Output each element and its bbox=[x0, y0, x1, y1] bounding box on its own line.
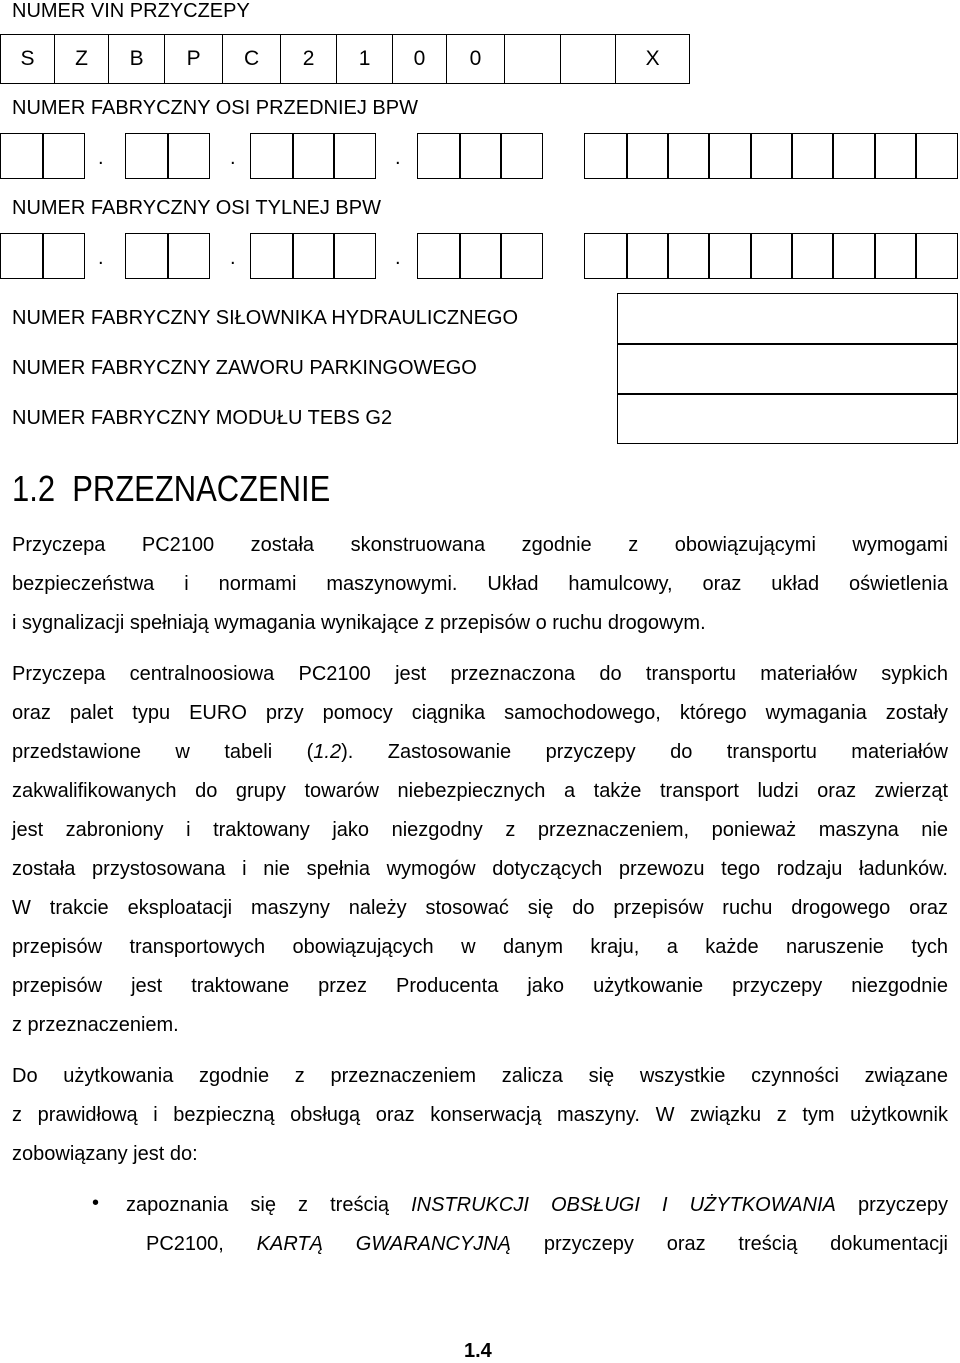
vin-char[interactable]: Z bbox=[55, 35, 109, 84]
bullet-item bbox=[126, 1186, 948, 1264]
text-line: Przyczepa centralnoosiowa PC2100 jest przeznaczona do transportu materiałów sypkich bbox=[12, 663, 948, 685]
vin-char[interactable]: S bbox=[1, 35, 55, 84]
serial-box[interactable] bbox=[750, 233, 793, 279]
paragraph-3 bbox=[12, 1057, 948, 1174]
text-line: i sygnalizacji spełniają wymagania wynikające z przepisów o ruchu drogowym. bbox=[12, 612, 706, 634]
text-segment: ). Zastosowanie przyczepy do transportu materiałów bbox=[341, 741, 949, 763]
section-heading bbox=[12, 468, 330, 510]
serial-box[interactable] bbox=[417, 133, 461, 179]
text-segment: przedstawione w tabeli ( bbox=[12, 741, 314, 763]
rear-axle-label: NUMER FABRYCZNY OSI TYLNEJ BPW bbox=[12, 197, 381, 219]
serial-box[interactable] bbox=[626, 133, 669, 179]
vin-label: NUMER VIN PRZYCZEPY bbox=[12, 0, 250, 22]
serial-box[interactable] bbox=[500, 133, 543, 179]
cylinder-serial-field[interactable] bbox=[617, 293, 958, 345]
serial-box[interactable] bbox=[708, 233, 752, 279]
separator-dot: . bbox=[230, 247, 236, 269]
text-line: Do użytkowania zgodnie z przeznaczeniem zalicza się wszystkie czynności związane bbox=[12, 1065, 948, 1087]
serial-box[interactable] bbox=[832, 233, 876, 279]
bullet-marker: • bbox=[92, 1192, 100, 1214]
text-line bbox=[12, 733, 948, 772]
serial-box[interactable] bbox=[459, 133, 502, 179]
front-axle-boxes bbox=[0, 133, 960, 179]
vin-char[interactable]: 0 bbox=[447, 35, 505, 84]
serial-box[interactable] bbox=[459, 233, 502, 279]
text-segment: PC2100, bbox=[146, 1233, 257, 1255]
separator-dot: . bbox=[230, 147, 236, 169]
vin-char[interactable]: C bbox=[223, 35, 281, 84]
serial-box[interactable] bbox=[791, 133, 834, 179]
vin-char[interactable] bbox=[560, 35, 616, 84]
text-line: została przystosowana i nie spełnia wymogów dotyczących przewozu tego rodzaju ładunków. bbox=[12, 858, 948, 880]
vin-char[interactable]: 0 bbox=[393, 35, 447, 84]
serial-box[interactable] bbox=[500, 233, 543, 279]
serial-box[interactable] bbox=[874, 133, 917, 179]
text-line bbox=[126, 1186, 948, 1225]
manual-title: INSTRUKCJI OBSŁUGI I UŻYTKOWANIA bbox=[411, 1194, 836, 1216]
serial-box[interactable] bbox=[667, 233, 710, 279]
serial-box[interactable] bbox=[667, 133, 710, 179]
serial-box[interactable] bbox=[750, 133, 793, 179]
text-line bbox=[146, 1225, 948, 1264]
serial-box[interactable] bbox=[0, 133, 44, 179]
text-segment: przyczepy oraz treścią dokumentacji bbox=[511, 1233, 948, 1255]
separator-dot: . bbox=[98, 147, 104, 169]
table-reference: 1.2 bbox=[313, 741, 342, 763]
text-line: zobowiązany jest do: bbox=[12, 1143, 198, 1165]
text-line: przepisów transportowych obowiązujących w danym kraju, a każde naruszenie tych bbox=[12, 936, 948, 958]
serial-box[interactable] bbox=[791, 233, 834, 279]
serial-box[interactable] bbox=[250, 233, 294, 279]
vin-grid bbox=[0, 34, 690, 84]
serial-box[interactable] bbox=[250, 133, 294, 179]
page-number: 1.4 bbox=[464, 1340, 492, 1362]
serial-box[interactable] bbox=[167, 133, 210, 179]
text-line: z przeznaczeniem. bbox=[12, 1014, 179, 1036]
vin-char[interactable]: 1 bbox=[337, 35, 393, 84]
text-line: jest zabroniony i traktowany jako niezgodny z przeznaczeniem, ponieważ maszyna nie bbox=[12, 819, 948, 841]
parking-valve-serial-label: NUMER FABRYCZNY ZAWORU PARKINGOWEGO bbox=[12, 357, 477, 379]
serial-box[interactable] bbox=[417, 233, 461, 279]
separator-dot: . bbox=[395, 147, 401, 169]
serial-box[interactable] bbox=[626, 233, 669, 279]
text-line: Przyczepa PC2100 została skonstruowana zgodnie z obowiązującymi wymogami bbox=[12, 534, 948, 556]
text-segment: przyczepy bbox=[835, 1194, 948, 1216]
serial-box[interactable] bbox=[584, 233, 628, 279]
serial-box[interactable] bbox=[292, 233, 335, 279]
text-segment: zapoznania się z treścią bbox=[126, 1194, 412, 1216]
text-line: bezpieczeństwa i normami maszynowymi. Układ hamulcowy, oraz układ oświetlenia bbox=[12, 573, 948, 595]
vin-char[interactable]: B bbox=[109, 35, 165, 84]
text-line: przepisów jest traktowane przez Producenta jako użytkowanie przyczepy niezgodnie bbox=[12, 975, 948, 997]
tebs-serial-field[interactable] bbox=[617, 393, 958, 444]
vin-char[interactable]: P bbox=[165, 35, 223, 84]
serial-box[interactable] bbox=[333, 233, 376, 279]
tebs-serial-label: NUMER FABRYCZNY MODUŁU TEBS G2 bbox=[12, 407, 393, 429]
serial-box[interactable] bbox=[42, 133, 85, 179]
separator-dot: . bbox=[395, 247, 401, 269]
vin-char[interactable] bbox=[504, 35, 560, 84]
serial-box[interactable] bbox=[915, 233, 958, 279]
serial-box[interactable] bbox=[333, 133, 376, 179]
serial-box[interactable] bbox=[874, 233, 917, 279]
text-line: z prawidłową i bezpieczną obsługą oraz konserwacją maszyny. W związku z tym użytkownik bbox=[12, 1104, 948, 1126]
serial-box[interactable] bbox=[125, 133, 169, 179]
separator-dot: . bbox=[98, 247, 104, 269]
serial-box[interactable] bbox=[292, 133, 335, 179]
rear-axle-boxes bbox=[0, 233, 960, 279]
warranty-card-title: KARTĄ GWARANCYJNĄ bbox=[256, 1233, 512, 1255]
cylinder-serial-label: NUMER FABRYCZNY SIŁOWNIKA HYDRAULICZNEGO bbox=[12, 307, 519, 329]
serial-box[interactable] bbox=[708, 133, 752, 179]
parking-valve-serial-field[interactable] bbox=[617, 343, 958, 395]
paragraph-1 bbox=[12, 526, 948, 643]
section-number: 1.2 bbox=[12, 468, 56, 509]
front-axle-label: NUMER FABRYCZNY OSI PRZEDNIEJ BPW bbox=[12, 97, 418, 119]
vin-char[interactable]: X bbox=[616, 35, 690, 84]
serial-box[interactable] bbox=[167, 233, 210, 279]
text-line: W trakcie eksploatacji maszyny należy stosować się do przepisów ruchu drogowego oraz bbox=[12, 897, 948, 919]
paragraph-2 bbox=[12, 655, 948, 1045]
text-line: oraz palet typu EURO przy pomocy ciągnika samochodowego, którego wymagania zostały bbox=[12, 702, 948, 724]
serial-box[interactable] bbox=[125, 233, 169, 279]
serial-box[interactable] bbox=[0, 233, 44, 279]
vin-char[interactable]: 2 bbox=[281, 35, 337, 84]
serial-box[interactable] bbox=[832, 133, 876, 179]
text-line: zakwalifikowanych do grupy towarów niebezpiecznych a także transport ludzi oraz zwierząt bbox=[12, 780, 948, 802]
section-title: PRZEZNACZENIE bbox=[72, 468, 331, 509]
serial-box[interactable] bbox=[915, 133, 958, 179]
serial-box[interactable] bbox=[42, 233, 85, 279]
serial-box[interactable] bbox=[584, 133, 628, 179]
